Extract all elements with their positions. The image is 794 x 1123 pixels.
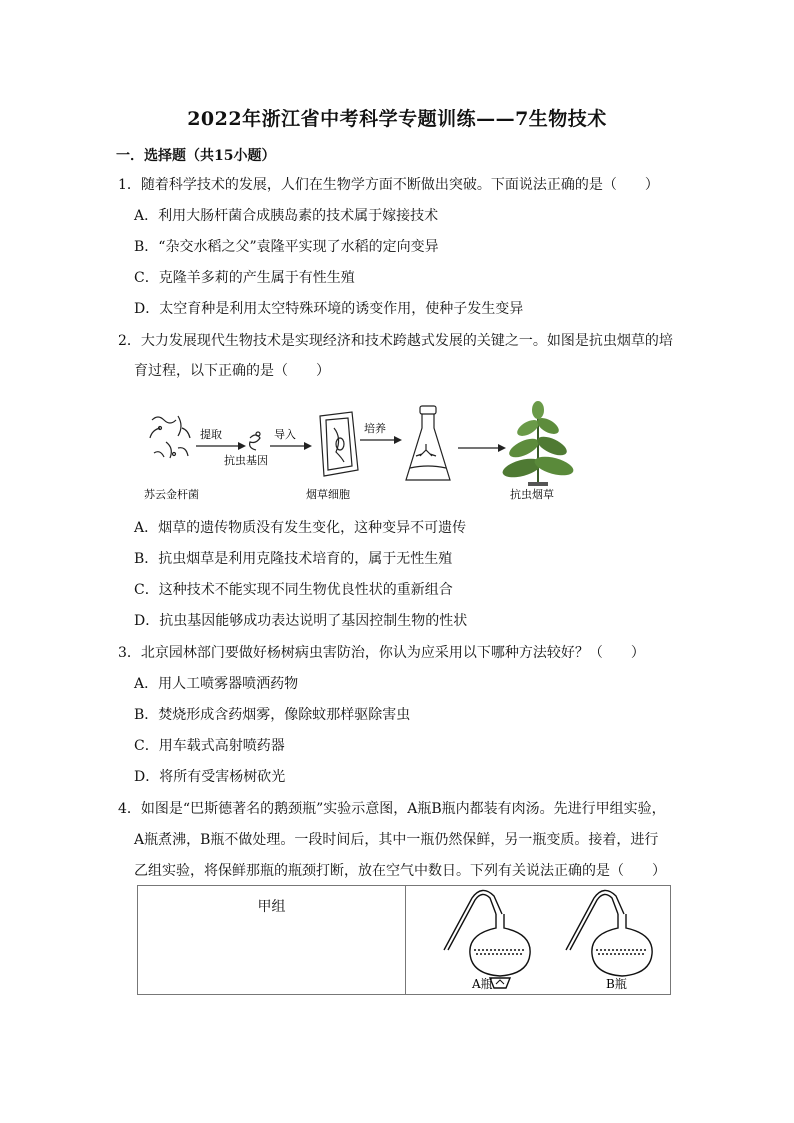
label-resistant-tobacco: 抗虫烟草 (510, 488, 554, 501)
label-gene: 抗虫基因 (224, 454, 268, 467)
question-1-option-b: B．“杂交水稻之父”袁隆平实现了水稻的定向变异 (134, 239, 439, 255)
flask-a-icon (444, 890, 530, 988)
question-3-option-d: D．将所有受害杨树砍光 (134, 769, 286, 785)
arrowhead-icon (238, 442, 246, 450)
label-culture: 培养 (364, 422, 386, 435)
process-diagram (138, 398, 588, 510)
question-2-option-a: A．烟草的遗传物质没有发生变化，这种变异不可遗传 (134, 520, 467, 536)
gene-icon (250, 432, 260, 450)
tobacco-plant-icon (501, 401, 576, 486)
experiment-table (137, 885, 671, 995)
table-cell-group-label: 甲组 (257, 899, 286, 915)
question-1-text: 1．随着科学技术的发展，人们在生物学方面不断做出突破。下面说法正确的是（ ） (118, 177, 659, 193)
tobacco-process-figure (138, 398, 588, 510)
question-4-text: 4．如图是“巴斯德著名的鹅颈瓶”实验示意图，A瓶B瓶内都装有肉汤。先进行甲组实验， (118, 801, 666, 817)
table-divider (405, 886, 406, 994)
question-3-text: 3．北京园林部门要做好杨树病虫害防治，你认为应采用以下哪种方法较好？（ ） (118, 645, 645, 661)
swan-neck-flasks-figure (438, 888, 668, 992)
label-tobacco-cell: 烟草细胞 (306, 488, 350, 501)
question-1-option-c: C．克隆羊多莉的产生属于有性生殖 (134, 270, 355, 286)
label-extract: 提取 (200, 428, 222, 441)
bacteria-icon (150, 416, 190, 458)
label-bacteria: 苏云金杆菌 (144, 488, 199, 501)
culture-flask-icon (406, 406, 450, 480)
plant-cell-icon (320, 412, 358, 476)
question-1-option-d: D．太空育种是利用太空特殊环境的诱变作用，使种子发生变异 (134, 301, 524, 317)
flask-b-label: B瓶 (606, 977, 627, 991)
arrowhead-icon (394, 436, 402, 444)
label-import: 导入 (274, 428, 296, 441)
question-2-text-cont: 育过程，以下正确的是（ ） (134, 363, 330, 379)
flask-b-icon (566, 890, 652, 976)
question-2-option-d: D．抗虫基因能够成功表达说明了基因控制生物的性状 (134, 613, 468, 629)
arrowhead-icon (304, 442, 312, 450)
document-title: 2022年浙江省中考科学专题训练——7生物技术 (187, 108, 607, 130)
question-2-option-c: C．这种技术不能实现不同生物优良性状的重新组合 (134, 582, 453, 598)
question-3-option-a: A．用人工喷雾器喷洒药物 (134, 676, 299, 692)
question-4-text-cont-1: A瓶煮沸，B瓶不做处理。一段时间后，其中一瓶仍然保鲜，另一瓶变质。接着，进行 (134, 832, 659, 848)
question-2-text: 2．大力发展现代生物技术是实现经济和技术跨越式发展的关键之一。如图是抗虫烟草的培 (118, 333, 673, 349)
question-3-option-b: B．焚烧形成含药烟雾，像除蚊那样驱除害虫 (134, 707, 411, 723)
question-3-option-c: C．用车载式高射喷药器 (134, 738, 285, 754)
section-heading: 一．选择题（共15小题） (116, 148, 276, 164)
flask-a-label: A瓶 (472, 977, 493, 991)
arrowhead-icon (498, 444, 506, 452)
question-1-option-a: A．利用大肠杆菌合成胰岛素的技术属于嫁接技术 (134, 208, 439, 224)
question-2-option-b: B．抗虫烟草是利用克隆技术培育的，属于无性生殖 (134, 551, 453, 567)
question-4-text-cont-2: 乙组实验，将保鲜那瓶的瓶颈打断，放在空气中数日。下列有关说法正确的是（ ） (134, 863, 666, 879)
